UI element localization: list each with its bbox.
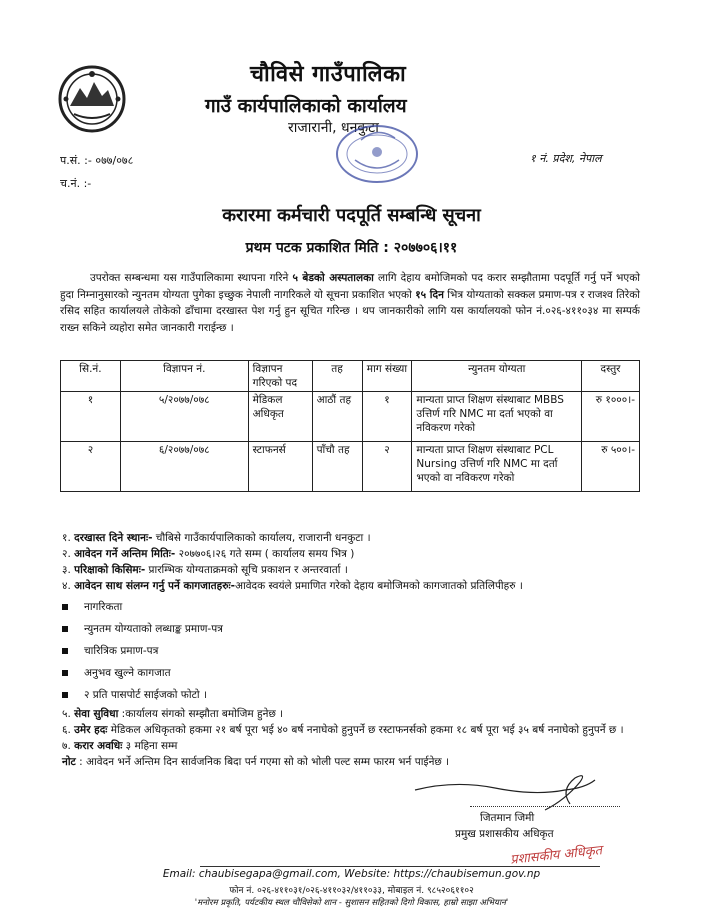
- table-cell: पाँचौ तह: [312, 442, 362, 492]
- footer-slogan: 'मनोरम प्रकृति, पर्यटकीय स्थल चौविसेको शान - सुशासन सहितको दिगो विकास, हाम्रो साझा अभियान': [194, 898, 509, 908]
- intro-bold-1: ५ बेडको अस्पतालका: [292, 272, 374, 284]
- item-text: २०७७०६।२६ गते सम्म ( कार्यालय समय भित्र ): [175, 548, 355, 560]
- table-cell: रु ५००।-: [582, 442, 640, 492]
- bullet-text: चारित्रिक प्रमाण-पत्र: [84, 645, 159, 657]
- item-text: ३ महिना सम्म: [122, 740, 178, 752]
- table-cell: स्टाफनर्स: [248, 442, 312, 492]
- item-text: चौबिसे गाउँकार्यपालिकाको कार्यालय, राजारानी धनकुटा ।: [152, 532, 371, 544]
- table-header-row: [61, 361, 640, 392]
- item-number: ७.: [62, 740, 71, 752]
- item-text: मेडिकल अधिकृतको हकमा २१ बर्ष पूरा भई ४० बर्ष ननाघेको हुनुपर्ने छ रस्टाफनर्सको हकमा १८ बर्ष पूरा भई ३५ बर्ष ननाघेको हुनुपर्ने छ ।: [107, 724, 624, 736]
- item-label: सेवा सुविधा: [74, 708, 119, 720]
- bullet-icon: [62, 670, 68, 676]
- list-item: [62, 530, 652, 546]
- designation-stamp: प्रशासकीय अधिकृत: [509, 843, 603, 868]
- publish-date: प्रथम पटक प्रकाशित मिति : २०७७०६।११: [245, 240, 458, 256]
- col-header: विज्ञापन नं.: [120, 361, 248, 392]
- col-header: विज्ञापन गरिएको पद: [248, 361, 312, 392]
- col-header: दस्तुर: [582, 361, 640, 392]
- table-row: [61, 442, 640, 492]
- intro-paragraph: [60, 270, 640, 336]
- bullet-icon: [62, 648, 68, 654]
- item-text: :कार्यालय संगको सम्झौता बमोजिम हुनेछ ।: [118, 708, 284, 720]
- reference-number: प.सं. :- ०७७/०७८: [60, 154, 134, 167]
- documents-bullet-list: [62, 596, 223, 706]
- item-text: : आवेदन भर्ने अन्तिम दिन सार्वजनिक बिदा पर्न गएमा सो को भोली पल्ट सम्म फारम भर्न पाईनेछ ।: [75, 756, 450, 768]
- list-item: [62, 546, 652, 562]
- item-label: दरखास्त दिने स्थानः-: [74, 532, 153, 544]
- item-label: नोट: [62, 756, 76, 768]
- table-cell: रु १०००।-: [582, 392, 640, 442]
- intro-text-3: भित्र योग्यताको सक्कल प्रमाण-पत्र र राजश्व तिरेको रसिद सहित कार्यालयले तोकेको ढाँचामा दरखास्त पेश गर्नु हुन सूचित गरिन्छ । थप जानकारीको लागि यस कार्यालयको फोन नं.०२६-४११०३४ मा सम्पर्क राख्न सकिने व्यहोरा समेत जानकारी गराईन्छ ।: [60, 288, 640, 334]
- table-cell: ६/२०७७/०७८: [120, 442, 248, 492]
- office-seal-icon: [325, 120, 425, 190]
- item-label: आवेदन साथ संलग्न गर्नु पर्ने कागजातहरुः-: [74, 580, 235, 592]
- list-item: [62, 706, 652, 722]
- table-cell: मान्यता प्राप्त शिक्षण संस्थाबाट MBBS उत्तिर्ण गरि NMC मा दर्ता भएको वा नविकरण गरेको: [412, 392, 582, 442]
- table-cell: मेडिकल अधिकृत: [248, 392, 312, 442]
- vacancy-table: [60, 360, 640, 492]
- item-label: करार अवधिः: [74, 740, 123, 752]
- province-label: १ नं. प्रदेश, नेपाल: [530, 152, 602, 165]
- office-subtitle: गाउँ कार्यपालिकाको कार्यालय: [205, 95, 407, 117]
- table-cell: १: [362, 392, 412, 442]
- list-item: [62, 578, 652, 594]
- table-cell: १: [61, 392, 121, 442]
- table-cell: ५/२०७७/०७८: [120, 392, 248, 442]
- notice-title: करारमा कर्मचारी पदपूर्ति सम्बन्धि सूचना: [222, 205, 481, 226]
- item-text: आवेदक स्वयंले प्रमाणित गरेको देहाय बमोजिमको कागजातको प्रतिलिपीहरु ।: [234, 580, 523, 592]
- item-label: परिक्षाको किसिमः-: [74, 564, 146, 576]
- col-header: सि.नं.: [61, 361, 121, 392]
- item-number: ५.: [62, 708, 71, 720]
- footer-divider: [200, 866, 600, 867]
- footer-phone: फोन नं. ०२६-४११०३१/०२६-४११०३२/४११०३३, मोबाइल नं. ९८५२०६११०२: [229, 886, 474, 896]
- item-text: प्रारम्भिक योग्यताक्रमको सूचि प्रकाशन र अन्तरवार्ता ।: [145, 564, 348, 576]
- dispatch-number: च.नं. :-: [60, 177, 92, 190]
- list-item: [62, 596, 223, 618]
- intro-text-2: लागि देहाय बमोजिमको पद करार सम्झौतामा पदपूर्ति गर्नु पर्ने भएको हुदा निम्नानुसारको न्युनतम योग्यता पुगेका इच्छुक नेपाली नागरिकले यो सूचना प्रकाशित भएको: [60, 272, 640, 301]
- list-item: [62, 722, 652, 738]
- bullet-text: नागरिकता: [84, 601, 123, 613]
- col-header: तह: [312, 361, 362, 392]
- table-cell: आठौं तह: [312, 392, 362, 442]
- item-label: उमेर हदः: [74, 724, 108, 736]
- bullet-text: २ प्रति पासपोर्ट साईजको फोटो ।: [84, 689, 207, 701]
- intro-bold-2: १५ दिन: [415, 288, 444, 301]
- list-item: [62, 662, 223, 684]
- list-item: [62, 562, 652, 578]
- item-number: १.: [62, 532, 71, 544]
- item-number: ३.: [62, 564, 71, 576]
- office-name: चौविसे गाउँपालिका: [250, 62, 407, 87]
- bullet-icon: [62, 604, 68, 610]
- col-header: माग संख्या: [362, 361, 412, 392]
- item-number: ६.: [62, 724, 71, 736]
- table-cell: मान्यता प्राप्त शिक्षण संस्थाबाट PCL Nursing उत्तिर्ण गरि NMC मा दर्ता भएको वा नविकरण गरेको: [412, 442, 582, 492]
- col-header: न्युनतम योग्यता: [412, 361, 582, 392]
- bullet-text: अनुभव खुल्ने कागजात: [84, 667, 171, 679]
- item-number: ४.: [62, 580, 71, 592]
- signature-line: [470, 806, 620, 807]
- table-cell: २: [61, 442, 121, 492]
- table-cell: २: [362, 442, 412, 492]
- list-item: [62, 738, 652, 754]
- item-label: आवेदन गर्ने अन्तिम मितिः-: [74, 548, 176, 560]
- intro-text-1: उपरोक्त सम्बन्धमा यस गाउँपालिकामा स्थापना गरिने: [90, 272, 293, 284]
- list-item: [62, 640, 223, 662]
- bullet-text: न्युनतम योग्यताको लब्धाङ्क प्रमाण-पत्र: [84, 623, 223, 635]
- item-number: २.: [62, 548, 71, 560]
- instructions-list-1: [62, 530, 652, 594]
- footer-contact: Email: chaubisegapa@gmail.com, Website: https://chaubisemun.gov.np: [162, 868, 541, 880]
- bullet-icon: [62, 692, 68, 698]
- government-emblem-icon: [56, 62, 128, 136]
- list-item: [62, 618, 223, 640]
- office-address: राजारानी, धनकुटा: [288, 120, 379, 136]
- signatory-name: जितमान जिमी: [480, 812, 535, 824]
- signatory-title: प्रमुख प्रशासकीय अधिकृत: [455, 828, 554, 840]
- table-row: [61, 392, 640, 442]
- bullet-icon: [62, 626, 68, 632]
- list-item: [62, 684, 223, 706]
